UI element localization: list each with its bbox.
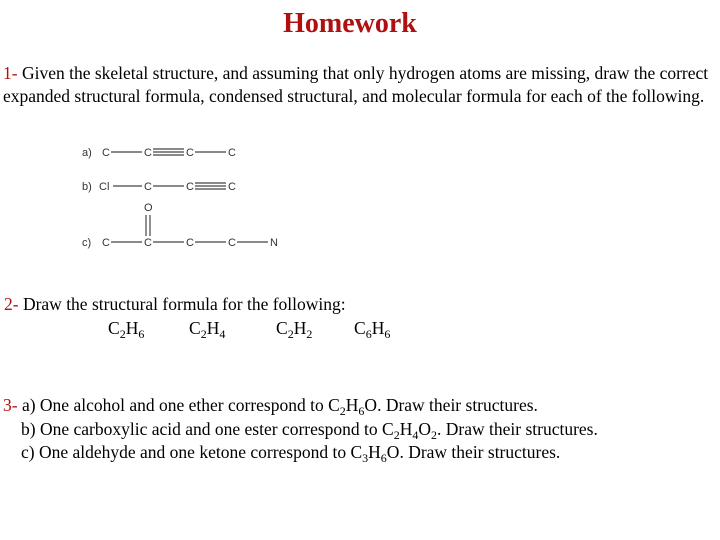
structure-c-atom-2: C — [144, 237, 152, 249]
question-2-number: 2- — [4, 294, 19, 314]
question-3 — [3, 394, 715, 465]
skeletal-structures — [80, 136, 290, 256]
formula-list — [0, 318, 720, 344]
structure-c-atom-5: N — [270, 237, 278, 249]
skeletal-structures-svg — [80, 136, 290, 256]
structure-b-atom-1: Cl — [99, 181, 110, 193]
structure-b-label: b) — [82, 181, 92, 193]
structure-a-atom-3: C — [186, 147, 194, 159]
question-1 — [3, 62, 715, 108]
question-3-part-c: c) One aldehyde and one ketone correspond to $C_3H_6O$. Draw their structures. — [21, 442, 561, 465]
structure-a-atom-1: C — [102, 147, 110, 159]
formula-c2h4o2: $C_2H_4O_2$ — [382, 418, 438, 442]
formula-c2h4: $C_2H_4$ — [189, 318, 226, 341]
formula-c2h2: $C_2H_2$ — [276, 318, 313, 341]
question-3-number: 3- — [3, 395, 18, 415]
question-2-text: Draw the structural formula for the following: — [22, 294, 346, 314]
structure-a-atom-2: C — [144, 147, 152, 159]
question-3-part-a: 3- a) One alcohol and one ether correspond to $C_2H_6O$. Draw their structures. — [3, 395, 538, 418]
question-3-part-b: b) One carboxylic acid and one ester correspond to $C_2H_4O_2$. Draw their structures. — [21, 418, 598, 442]
structure-b-atom-3: C — [186, 181, 194, 193]
formula-c2h6o: $C_2H_6O$ — [328, 395, 378, 418]
structure-c-atom-3: C — [186, 237, 194, 249]
question-1-number: 1- — [3, 63, 18, 83]
question-2 — [4, 293, 716, 316]
structure-a-atom-4: C — [228, 147, 236, 159]
formula-c6h6: $C_6H_6$ — [354, 318, 391, 341]
structure-a — [82, 147, 236, 159]
structure-c-atom-1: C — [102, 237, 110, 249]
question-1-text: Given the skeletal structure, and assuming that only hydrogen atoms are missing, draw the correct expanded structural formula, condensed structural, and molecular formula for each of the following. — [3, 63, 709, 106]
structure-c-atom-4: C — [228, 237, 236, 249]
structure-c-oxygen: O — [144, 202, 153, 214]
page-title: Homework — [283, 8, 417, 39]
formula-c2h6: $C_2H_6$ — [108, 318, 145, 341]
structure-b-atom-4: C — [228, 181, 236, 193]
structure-a-label: a) — [82, 147, 92, 159]
structure-b-atom-2: C — [144, 181, 152, 193]
structure-c-label: c) — [82, 237, 92, 249]
structure-c — [82, 202, 278, 249]
formula-c3h6o: $C_3H_6O$ — [350, 442, 400, 465]
structure-b — [82, 181, 236, 193]
